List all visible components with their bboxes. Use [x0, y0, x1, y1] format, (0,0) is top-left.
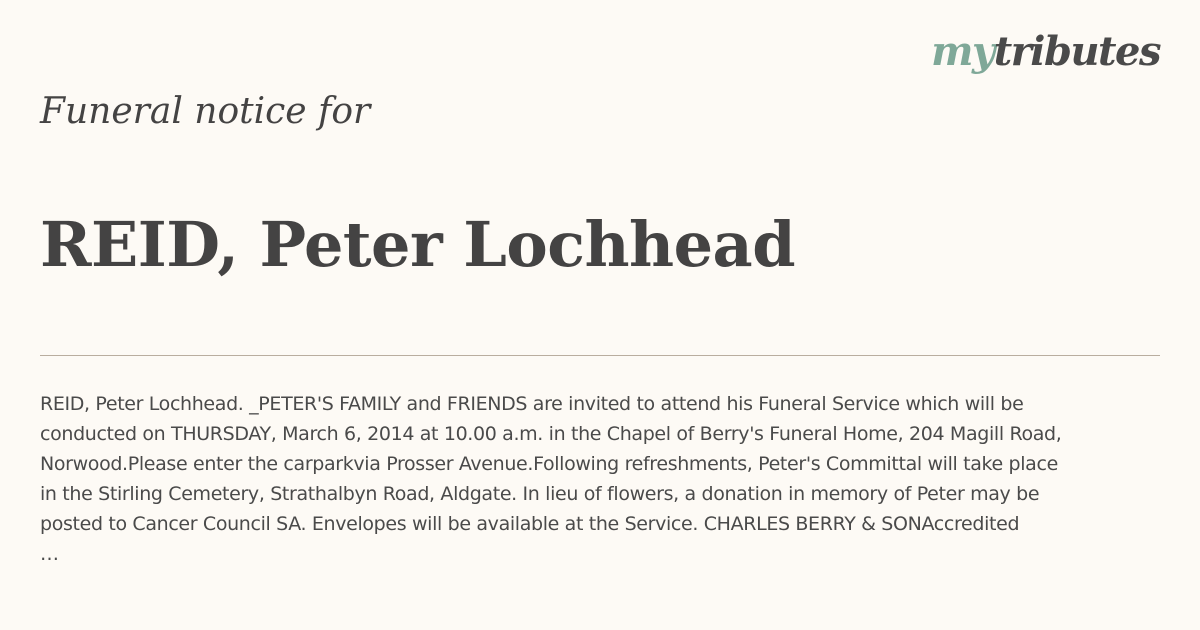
notice-text-line: conducted on THURSDAY, March 6, 2014 at 10.00 a.m. in the Chapel of Berry's Funeral Home, 204 Magill Road,	[40, 423, 1062, 445]
logo-part-tributes: tributes	[993, 28, 1160, 75]
notice-text-line: REID, Peter Lochhead. _PETER'S FAMILY and FRIENDS are invited to attend his Funeral Service which will be	[40, 393, 1024, 415]
notice-text-line: in the Stirling Cemetery, Strathalbyn Road, Aldgate. In lieu of flowers, a donation in memory of Peter may be	[40, 483, 1040, 505]
section-divider	[40, 355, 1160, 356]
logo-part-my: my	[931, 28, 994, 75]
notice-text-line: Norwood.Please enter the carparkvia Prosser Avenue.Following refreshments, Peter's Committal will take place	[40, 453, 1058, 475]
notice-ellipsis: …	[40, 543, 59, 565]
deceased-name-title: REID, Peter Lochhead	[40, 208, 796, 281]
mytributes-logo[interactable]	[931, 28, 1160, 75]
notice-text	[40, 389, 1140, 569]
notice-subtitle: Funeral notice for	[40, 91, 371, 132]
notice-text-line: posted to Cancer Council SA. Envelopes will be available at the Service. CHARLES BERRY & SONAccredited	[40, 513, 1020, 535]
